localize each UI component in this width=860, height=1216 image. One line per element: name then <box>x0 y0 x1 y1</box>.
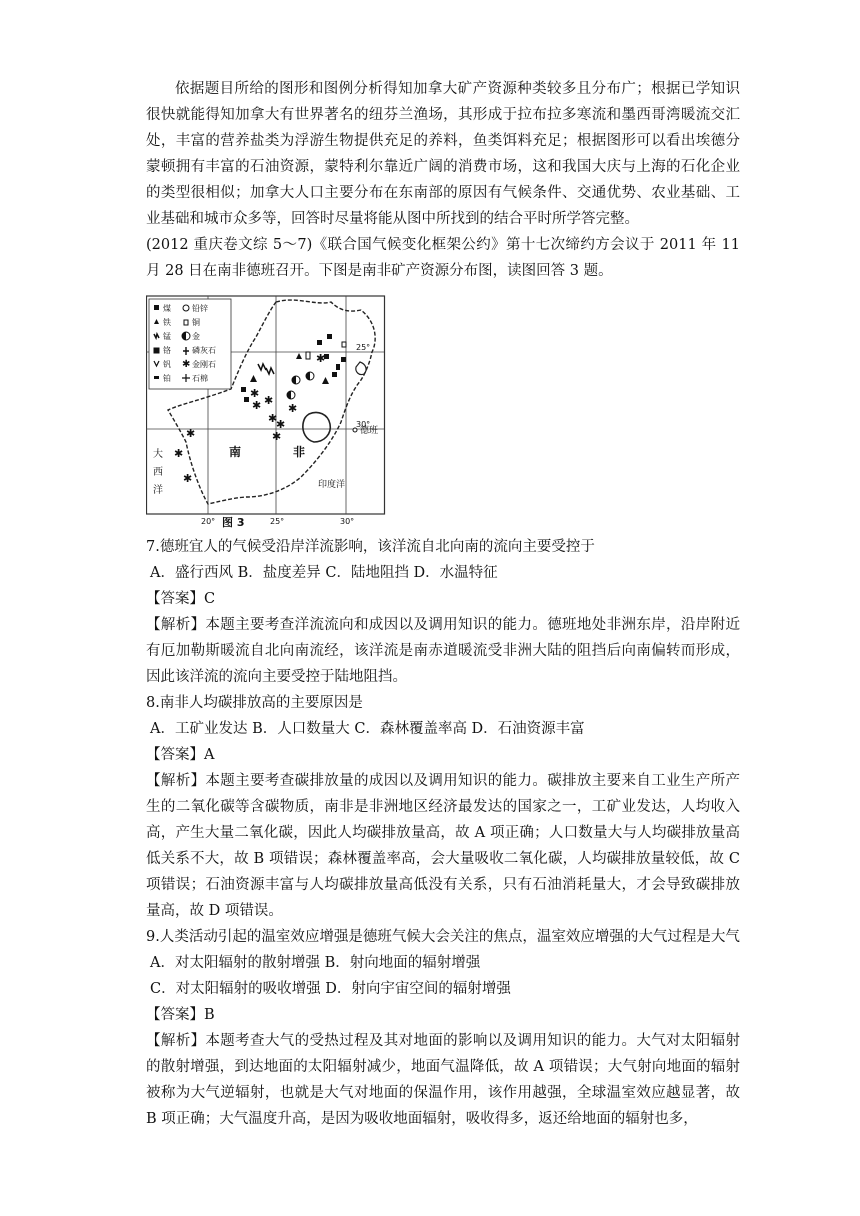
q9-options-1: A．对太阳辐射的散射增强 B．射向地面的辐射增强 <box>150 955 481 971</box>
svg-text:✱: ✱ <box>272 430 282 443</box>
legend-copper: 铜 <box>192 318 200 327</box>
svg-text:✱: ✱ <box>316 352 326 365</box>
legend-iron: 铁 <box>163 318 171 327</box>
svg-text:✱: ✱ <box>182 359 191 370</box>
legend-platinum: 铂 <box>163 374 171 383</box>
legend-box <box>149 299 231 389</box>
svg-text:✱: ✱ <box>250 387 260 400</box>
country-label-1: 南 <box>229 445 242 459</box>
lat-label-25: 25° <box>356 343 371 352</box>
svg-text:✱: ✱ <box>186 427 196 440</box>
lon-label-20: 20° <box>201 517 216 526</box>
q8-answer: 【答案】A <box>146 747 215 763</box>
country-label-2: 非 <box>293 445 306 459</box>
lon-label-25: 25° <box>270 517 285 526</box>
q9-answer: 【答案】B <box>146 1007 215 1023</box>
context-paragraph: (2012 重庆卷文综 5～7)《联合国气候变化框架公约》第十七次缔约方会议于 2011 年 11 月 28 日在南非德班召开。下图是南非矿产资源分布图，读图回答 3 题。 <box>146 237 740 279</box>
q8-question: 8.南非人均碳排放高的主要原因是 <box>146 695 363 711</box>
legend-manganese: 锰 <box>163 332 171 341</box>
legend-lead-zinc: 铅锌 <box>192 304 208 313</box>
city-label: 德班 <box>360 426 379 436</box>
legend-vanadium: 钒 <box>163 360 171 369</box>
legend-coal: 煤 <box>163 304 171 313</box>
q7-analysis: 【解析】本题主要考查洋流流向和成因以及调用知识的能力。德班地处非洲东岸，沿岸附近有厄加勒斯暖流自北向南流经，该洋流是南赤道暖流受非洲大陆的阻挡后向南偏转而形成，因此该洋流的流向主要受控于陆地阻挡。 <box>146 617 740 685</box>
q8-options: A．工矿业发达 B．人口数量大 C．森林覆盖率高 D．石油资源丰富 <box>150 721 585 737</box>
q9-question: 9.人类活动引起的温室效应增强是德班气候大会关注的焦点，温室效应增强的大气过程是大气 <box>146 929 740 945</box>
q9-analysis: 【解析】本题考查大气的受热过程及其对地面的影响以及调用知识的能力。大气对太阳辐射的散射增强，到达地面的太阳辐射减少，地面气温降低，故 A 项错误；大气射向地面的辐射被称为大气逆辐射，也就是大气对地面的保温作用，该作用越强，全球温室效应越显著，故 B 项正确；大气温度升高，是因为吸收地面辐射，吸收得多，返还给地面的辐射也多， <box>146 1033 740 1127</box>
south-africa-mineral-map <box>146 292 386 532</box>
legend-apatite: 磷灰石 <box>192 346 216 355</box>
intro-paragraph: 依据题目所给的图形和图例分析得知加拿大矿产资源种类较多且分布广；根据已学知识很快就能得知加拿大有世界著名的纽芬兰渔场，其形成于拉布拉多寒流和墨西哥湾暖流交汇处，丰富的营养盐类为浮游生物提供充足的养料，鱼类饵料充足；根据图形可以看出埃德分蒙顿拥有丰富的石油资源，蒙特利尔靠近广阔的消费市场，这和我国大庆与上海的石化企业的类型很相似；加拿大人口主要分布在东南部的原因有气候条件、交通优势、农业基础、工业基础和城市众多等，回答时尽量将能从图中所找到的结合平时所学答完整。 <box>146 81 740 227</box>
q8-analysis: 【解析】本题主要考查碳排放量的成因以及调用知识的能力。碳排放主要来自工业生产所产生的二氧化碳等含碳物质，南非是非洲地区经济最发达的国家之一，工矿业发达，人均收入高，产生大量二氧化碳，因此人均碳排放量高，故 A 项正确；人口数量大与人均碳排放量高低关系不大，故 B 项错误；森林覆盖率高，会大量吸收二氧化碳，人均碳排放量较低，故 C 项错误；石油资源丰富与人均碳排放量高低没有关系，只有石油消耗量大，才会导致碳排放量高，故 D 项错误。 <box>146 773 740 919</box>
document-page <box>146 76 740 1132</box>
legend-asbestos: 石棉 <box>192 374 208 383</box>
svg-text:✱: ✱ <box>264 394 274 407</box>
svg-text:✱: ✱ <box>252 399 262 412</box>
atlantic-label-2: 西 <box>153 467 163 478</box>
q7-question: 7.德班宜人的气候受沿岸洋流影响，该洋流自北向南的流向主要受控于 <box>146 539 595 555</box>
svg-text:✱: ✱ <box>276 418 286 431</box>
legend-gold: 金 <box>192 332 200 341</box>
indian-ocean-label: 印度洋 <box>318 480 346 490</box>
lon-label-30: 30° <box>340 517 355 526</box>
figure-label: 图 3 <box>222 516 245 529</box>
svg-text:✱: ✱ <box>174 447 184 460</box>
atlantic-label-3: 洋 <box>153 485 163 496</box>
q9-options-2: C．对太阳辐射的吸收增强 D．射向宇宙空间的辐射增强 <box>150 981 511 997</box>
legend-diamond: 金刚石 <box>192 360 216 369</box>
svg-text:✱: ✱ <box>288 402 298 415</box>
svg-text:✱: ✱ <box>183 472 193 485</box>
atlantic-label-1: 大 <box>153 449 163 460</box>
q7-options: A．盛行西风 B．盐度差异 C．陆地阻挡 D．水温特征 <box>150 565 498 581</box>
q7-answer: 【答案】C <box>146 591 216 607</box>
lat-label-30: 30° <box>356 420 371 429</box>
svg-text:✱: ✱ <box>268 412 278 425</box>
legend-chromium: 铬 <box>163 346 171 355</box>
